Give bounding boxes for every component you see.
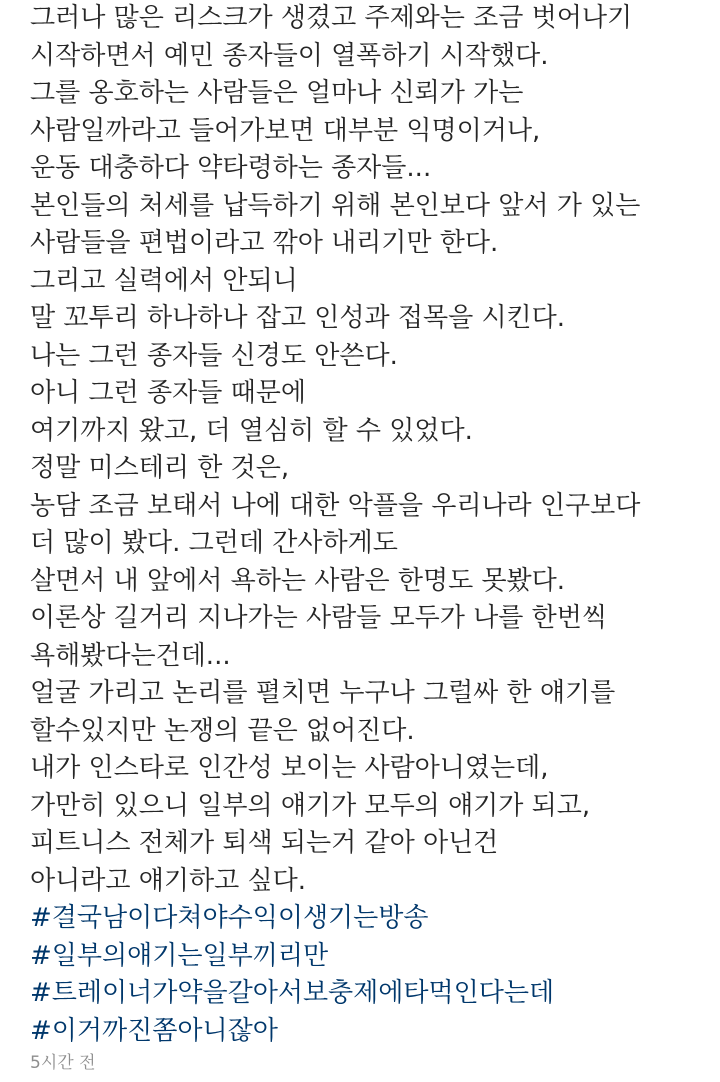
caption-line: 욕해봤다는건데... xyxy=(30,640,231,671)
caption-line: 내가 인스타로 인간성 보이는 사람아니였는데, xyxy=(30,753,549,783)
caption-line: 여기까지 왔고, 더 열심히 할 수 있었다. xyxy=(30,415,473,446)
caption-line: 정말 미스테리 한 것은, xyxy=(30,453,290,483)
hashtag-link[interactable]: #결국남이다쳐야수익이생기는방송 xyxy=(30,903,429,933)
caption-line: 나는 그런 종자들 신경도 안쓴다. xyxy=(30,340,398,371)
caption-line: 농담 조금 보태서 나에 대한 악플을 우리나라 인구보다 xyxy=(30,490,641,521)
hashtag-link[interactable]: #일부의얘기는일부끼리만 xyxy=(30,940,329,971)
caption-line: 말 꼬투리 하나하나 잡고 인성과 접목을 시킨다. xyxy=(30,303,566,333)
hashtag-link[interactable]: #이거까진쫌아니잖아 xyxy=(30,1015,278,1046)
caption-line: 사람일까라고 들어가보면 대부분 익명이거나, xyxy=(30,115,541,146)
caption-line: 살면서 내 앞에서 욕하는 사람은 한명도 못봤다. xyxy=(30,565,566,596)
caption-line: 시작하면서 예민 종자들이 열폭하기 시작했다. xyxy=(30,40,549,71)
post-caption xyxy=(30,0,710,1050)
caption-line: 사람들을 편법이라고 깎아 내리기만 한다. xyxy=(30,228,499,258)
caption-line: 아니라고 얘기하고 싶다. xyxy=(30,865,306,896)
caption-line: 얼굴 가리고 논리를 펼치면 누구나 그럴싸 한 얘기를 xyxy=(30,678,616,708)
caption-line: 그를 옹호하는 사람들은 얼마나 신뢰가 가는 xyxy=(30,78,524,108)
caption-line: 운동 대충하다 약타령하는 종자들... xyxy=(30,153,432,183)
post-timestamp: 5시간 전 xyxy=(30,1053,96,1073)
caption-line: 그리고 실력에서 안되니 xyxy=(30,265,298,296)
caption-line: 아니 그런 종자들 때문에 xyxy=(30,378,306,408)
hashtag-link[interactable]: #트레이너가약을갈아서보충제에타먹인다는데 xyxy=(30,978,555,1008)
caption-line: 이론상 길거리 지나가는 사람들 모두가 나를 한번씩 xyxy=(30,603,608,633)
caption-line: 그러나 많은 리스크가 생겼고 주제와는 조금 벗어나기 xyxy=(30,3,633,33)
caption-line: 피트니스 전체가 퇴색 되는거 같아 아닌건 xyxy=(30,828,499,858)
caption-line: 할수있지만 논쟁의 끝은 없어진다. xyxy=(30,715,415,746)
caption-line: 가만히 있으니 일부의 얘기가 모두의 얘기가 되고, xyxy=(30,790,591,821)
caption-line: 더 많이 봤다. 그런데 간사하게도 xyxy=(30,528,398,558)
caption-line: 본인들의 처세를 납득하기 위해 본인보다 앞서 가 있는 xyxy=(30,190,641,221)
